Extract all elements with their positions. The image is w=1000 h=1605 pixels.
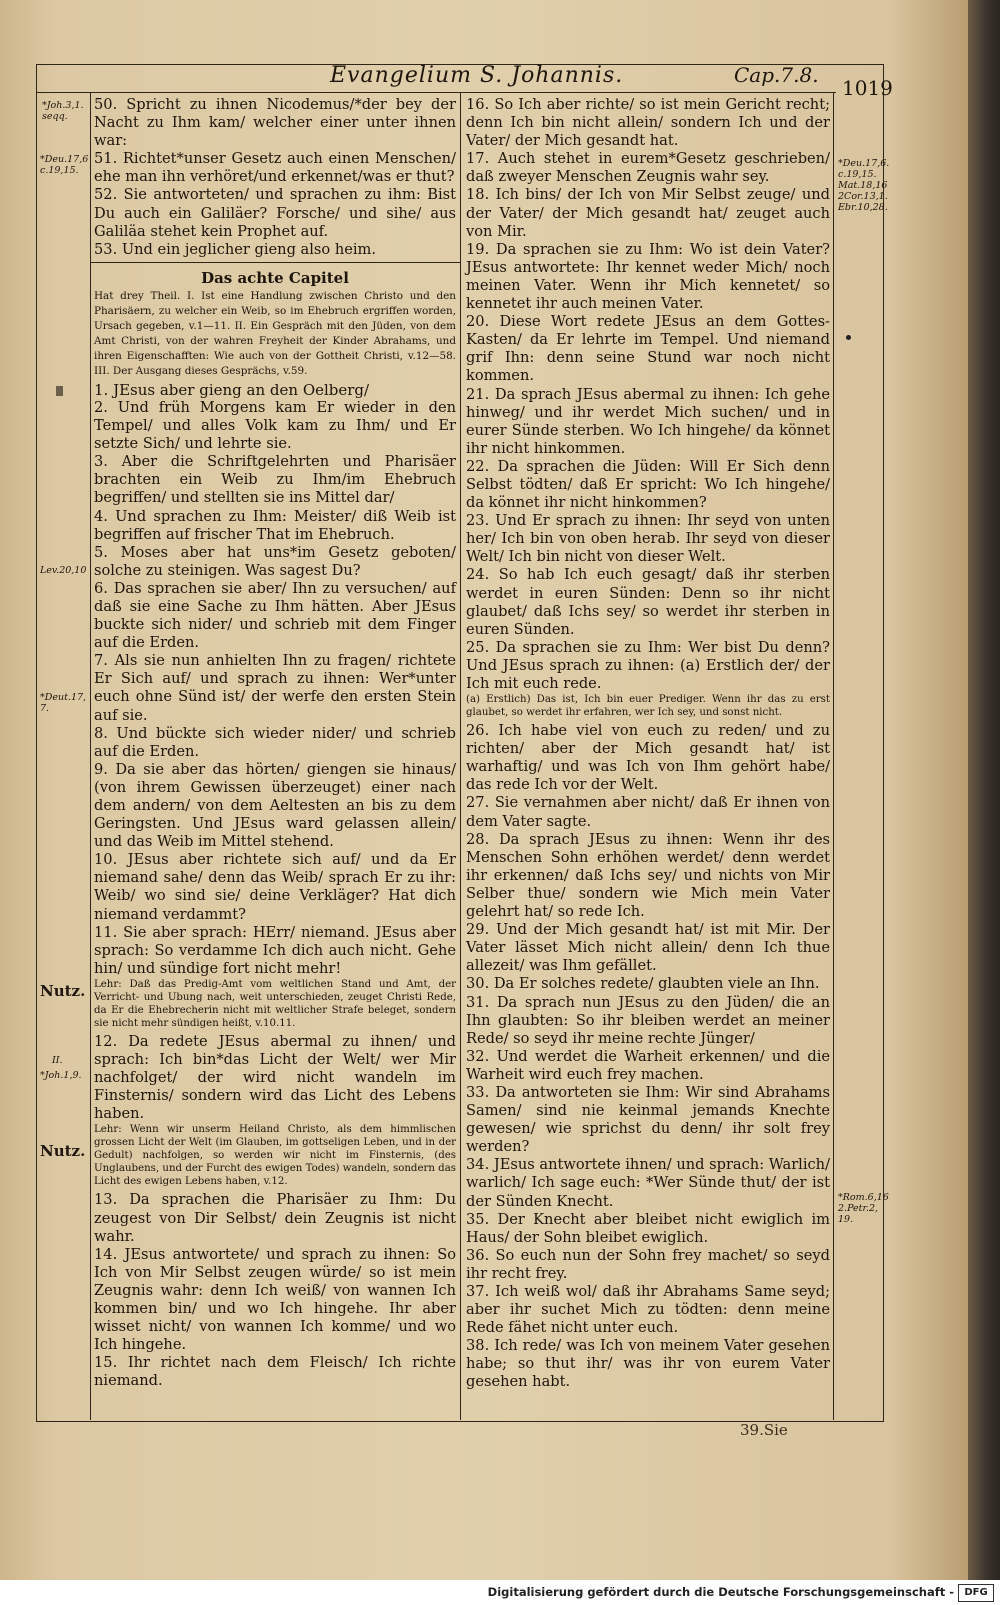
verse: 33. Da antworteten sie Ihm: Wir sind Abrahams Samen/ sind nie keinmal jemands Knechte gewesen/ wie sprichst du denn/ ihr solt frey werden? xyxy=(466,1083,830,1156)
ink-mark xyxy=(56,386,63,396)
verse: 36. So euch nun der Sohn frey machet/ so seyd ihr recht frey. xyxy=(466,1246,830,1282)
margin-note: *Deu.17,6 c.19,15. xyxy=(40,154,89,176)
verse: 50. Spricht zu ihnen Nicodemus/*der bey der Nacht zu Ihm kam/ welcher einer unter ihnen war: xyxy=(94,96,456,150)
book-edge xyxy=(968,0,1000,1580)
verse: 12. Da redete JEsus abermal zu ihnen/ und sprach: Ich bin*das Licht der Welt/ wer Mir nachfolget/ der wird nicht wandeln im Finsternis/ sondern wird das Licht des Lebens haben. xyxy=(94,1032,456,1123)
chapter-heading: Das achte Capitel xyxy=(201,268,349,287)
margin-note-nutz: Nutz. xyxy=(40,982,86,1000)
left-column xyxy=(94,96,456,1390)
doctrine-note: Lehr: Wenn wir unserm Heiland Christo, als dem himmlischen grossen Licht der Welt (im Glauben, im gottseligen Leben, und in der Gedult) nachfolgen, so werden wir nicht im Finsternis, (des Unglaubens, und der Furcht des ewigen Todes) wandeln, sondern das Licht des ewigen Lebens haben, v.12. xyxy=(94,1124,456,1188)
verse: 20. Diese Wort redete JEsus an dem Gottes-Kasten/ da Er lehrte im Tempel. Und niemand grif Ihn: denn seine Stund war noch nicht kommen. xyxy=(466,313,830,385)
verse: 5. Moses aber hat uns*im Gesetz geboten/ solche zu steinigen. Was sagest Du? xyxy=(94,543,456,579)
footnote: (a) Erstlich) Das ist, Ich bin euer Prediger. Wenn ihr das zu erst glaubet, so werdet ihr erfahren, wer Ich sey, und sonst nicht. xyxy=(466,694,830,719)
verse: 2. Und früh Morgens kam Er wieder in den Tempel/ und alles Volk kam zu Ihm/ und Er setzte Sich/ und lehrte sie. xyxy=(94,398,456,453)
verse: 18. Ich bins/ der Ich von Mir Selbst zeuge/ und der Vater/ der Mich gesandt hat/ zeuget auch von Mir. xyxy=(466,186,830,240)
verse: 29. Und der Mich gesandt hat/ ist mit Mir. Der Vater lässet Mich nicht allein/ denn Ich thue allezeit/ was Ihm gefället. xyxy=(466,921,830,975)
verse: 16. So Ich aber richte/ so ist mein Gericht recht; denn Ich bin nicht allein/ sondern Ich und der Vater/ der Mich gesandt hat. xyxy=(466,96,830,150)
verse: 15. Ihr richtet nach dem Fleisch/ Ich richte niemand. xyxy=(94,1354,456,1390)
verse: 34. JEsus antwortete ihnen/ und sprach: Warlich/ warlich/ Ich sage euch: *Wer Sünde thut/ der ist der Sünden Knecht. xyxy=(466,1156,830,1210)
verse: 25. Da sprachen sie zu Ihm: Wer bist Du denn? Und JEsus sprach zu ihnen: (a) Erstlich der/ der Ich mit euch rede. xyxy=(466,638,830,692)
margin-note: *Deut.17, 7. xyxy=(40,692,87,714)
margin-note: *Joh.1,9. xyxy=(40,1070,82,1081)
margin-note: *Rom.6,16 2.Petr.2, 19. xyxy=(838,1192,889,1225)
verse: 26. Ich habe viel von euch zu reden/ und zu richten/ aber der Mich gesandt hat/ ist warhaftig/ und was Ich von Ihm gehört habe/ das rede Ich vor der Welt. xyxy=(466,722,830,794)
verse: 1. JEsus aber gieng an den Oelberg/ xyxy=(94,380,370,399)
right-column xyxy=(466,96,830,1392)
verse: 8. Und bückte sich wieder nider/ und schrieb auf die Erden. xyxy=(94,724,456,760)
verse: 9. Da sie aber das hörten/ giengen sie hinaus/ (von ihrem Gewissen überzeuget) einer nach dem andern/ von dem Aeltesten an bis zu dem Geringsten. Und JEsus ward gelassen allein/ und das Weib im Mittel stehend. xyxy=(94,760,456,851)
verse: 52. Sie antworteten/ und sprachen zu ihm: Bist Du auch ein Galiläer? Forsche/ und sihe/ aus Galiläa stehet kein Prophet auf. xyxy=(94,186,456,240)
dfg-logo: DFG xyxy=(958,1584,994,1602)
doctrine-note: Lehr: Daß das Predig-Amt vom weltlichen Stand und Amt, der Verricht- und Ubung nach, weit unterschieden, zeuget Christi Rede, da Er die Ehebrecherin nicht mit weltlicher Strafe beleget, sondern sie nicht mehr sündigen heißt, v.10.11. xyxy=(94,978,456,1029)
running-title: Evangelium S. Johannis. xyxy=(330,63,624,88)
margin-note: II. xyxy=(52,1055,63,1066)
digitization-footer xyxy=(0,1580,1000,1605)
verse: 32. Und werdet die Warheit erkennen/ und die Warheit wird euch frey machen. xyxy=(466,1047,830,1083)
chapter-summary: Hat drey Theil. I. Ist eine Handlung zwischen Christo und den Pharisäern, zu welcher ein Weib, so im Ehebruch ergriffen worden, Ursach gegeben, v.1—11. II. Ein Gespräch mit den Jüden, von dem Amt Christi, von der wahren Freyheit der Kinder Abrahams, und ihren Eigenschafften: Wie auch von der Gottheit Christi, v.12—58. III. Der Ausgang dieses Gesprächs, v.59. xyxy=(94,289,456,377)
ink-dot xyxy=(846,335,851,340)
verse: 23. Und Er sprach zu ihnen: Ihr seyd von unten her/ Ich bin von oben herab. Ihr seyd von dieser Welt/ Ich bin nicht von dieser Welt. xyxy=(466,512,830,566)
catchword: 39.Sie xyxy=(740,1421,788,1439)
verse: 14. JEsus antwortete/ und sprach zu ihnen: So Ich von Mir Selbst zeugen würde/ so ist mein Zeugnis wahr: denn Ich weiß/ von wannen Ich kommen bin/ und wo Ich hingehe. Ihr aber wisset nicht/ von wannen Ich komme/ und wo Ich hingehe. xyxy=(94,1245,456,1354)
header-rule xyxy=(36,92,836,93)
margin-note: *Joh.3,1. seqq. xyxy=(42,100,84,122)
verse: 17. Auch stehet in eurem*Gesetz geschrieben/ daß zweyer Menschen Zeugnis wahr sey. xyxy=(466,150,830,186)
verse: 6. Das sprachen sie aber/ Ihn zu versuchen/ auf daß sie eine Sache zu Ihm hätten. Aber JEsus buckte sich nider/ und schrieb mit dem Finger auf die Erden. xyxy=(94,579,456,652)
verse: 3. Aber die Schriftgelehrten und Pharisäer brachten ein Weib zu Ihm/im Ehebruch begriffen/ und stellten sie ins Mittel dar/ xyxy=(94,453,456,507)
right-margin-rule xyxy=(833,93,834,1420)
verse: 21. Da sprach JEsus abermal zu ihnen: Ich gehe hinweg/ und ihr werdet Mich suchen/ und in eurer Sünde sterben. Wo Ich hingehe/ da könnet ihr nicht hinkommen. xyxy=(466,385,830,457)
verse: 11. Sie aber sprach: HErr/ niemand. JEsus aber sprach: So verdamme Ich dich auch nicht. Gehe hin/ und sündige fort nicht mehr! xyxy=(94,923,456,977)
verse: 38. Ich rede/ was Ich von meinem Vater gesehen habe; so thut ihr/ was ihr von eurem Vater gesehen habt. xyxy=(466,1337,830,1391)
verse: 53. Und ein jeglicher gieng also heim. xyxy=(94,240,377,258)
verse: 7. Als sie nun anhielten Ihn zu fragen/ richtete Er Sich auf/ und sprach zu ihnen: Wer*unter euch ohne Sünd ist/ der werfe den ersten Stein auf sie. xyxy=(94,652,456,724)
left-margin-rule xyxy=(90,93,91,1420)
verse: 19. Da sprachen sie zu Ihm: Wo ist dein Vater? JEsus antwortete: Ihr kennet weder Mich/ noch meinen Vater. Wenn ihr Mich kennetet/ so kennetet ihr auch meinen Vater. xyxy=(466,240,830,313)
verse: 37. Ich weiß wol/ daß ihr Abrahams Same seyd; aber ihr suchet Mich zu tödten: denn meine Rede fähet nicht unter euch. xyxy=(466,1283,830,1337)
margin-note: Lev.20,10 xyxy=(40,565,87,576)
verse: 4. Und sprachen zu Ihm: Meister/ diß Weib ist begriffen auf frischer That im Ehebruch. xyxy=(94,507,456,543)
verse: 28. Da sprach JEsus zu ihnen: Wenn ihr des Menschen Sohn erhöhen werdet/ denn werdet ihr erkennen/ daß Ichs sey/ und nichts von Mir Selber thue/ sondern wie Mich mein Vater gelehrt hat/ so rede Ich. xyxy=(466,830,830,921)
margin-note: *Deu.17,6. c.19,15. Mat.18,16 2Cor.13,1. Ebr.10,28. xyxy=(838,158,890,213)
verse: 10. JEsus aber richtete sich auf/ und da Er niemand sahe/ denn das Weib/ sprach Er zu ihr: Weib/ wo sind sie/ deine Verkläger? Hat dich niemand verdammt? xyxy=(94,851,456,923)
margin-note-nutz: Nutz. xyxy=(40,1142,86,1160)
verse: 35. Der Knecht aber bleibet nicht ewiglich im Haus/ der Sohn bleibet ewiglich. xyxy=(466,1210,830,1246)
verse: 51. Richtet*unser Gesetz auch einen Menschen/ ehe man ihn verhöret/und erkennet/was er thut? xyxy=(94,150,456,186)
verse: 24. So hab Ich euch gesagt/ daß ihr sterben werdet in euren Sünden: Denn so ihr nicht glaubet/ daß Ichs sey/ so werdet ihr sterben in euren Sünden. xyxy=(466,566,830,638)
verse: 27. Sie vernahmen aber nicht/ daß Er ihnen von dem Vater sagte. xyxy=(466,794,830,830)
column-separator xyxy=(460,93,461,1420)
section-rule xyxy=(90,262,460,263)
verse: 31. Da sprach nun JEsus zu den Jüden/ die an Ihn glaubten: So ihr bleiben werdet an meiner Rede/ so seyd ihr meine rechte Jünger/ xyxy=(466,993,830,1047)
verse: 30. Da Er solches redete/ glaubten viele an Ihn. xyxy=(466,975,820,993)
chapter-reference: Cap.7.8. xyxy=(734,63,819,87)
funding-credit: Digitalisierung gefördert durch die Deutsche Forschungsgemeinschaft - xyxy=(487,1585,954,1599)
verse: 13. Da sprachen die Pharisäer zu Ihm: Du zeugest von Dir Selbst/ dein Zeugnis ist nicht wahr. xyxy=(94,1191,456,1245)
page-number: 1019 xyxy=(842,76,893,100)
verse: 22. Da sprachen die Jüden: Will Er Sich denn Selbst tödten/ daß Er spricht: Wo Ich hingehe/ da könnet ihr nicht hinkommen? xyxy=(466,457,830,512)
